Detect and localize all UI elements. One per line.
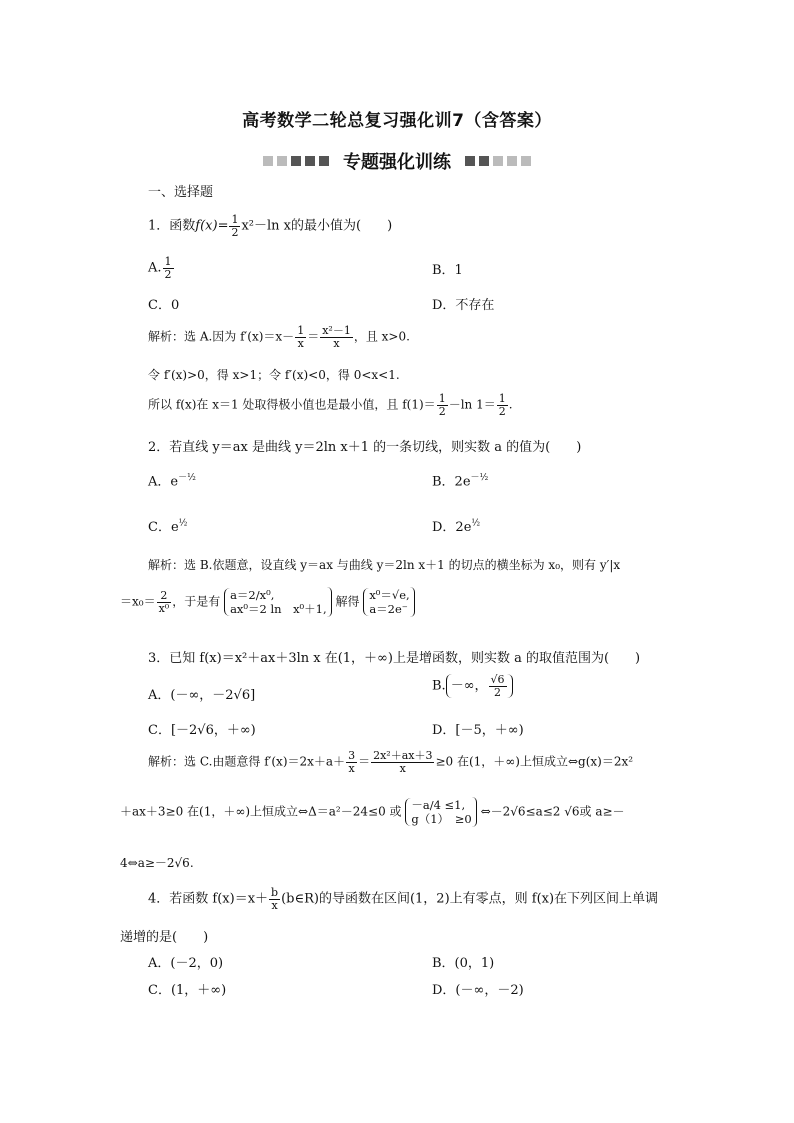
system-line: g（1） ≥0 [411, 812, 472, 826]
banner-square-icon [493, 156, 503, 166]
sol-text: 所以 f(x)在 x＝1 处取得极小值也是最小值，且 f(1)＝ [148, 397, 436, 412]
q3-solution-line1 [148, 750, 633, 774]
equation-solution [363, 588, 409, 617]
q4-option-a: A．(－2，0) [148, 956, 224, 971]
stem-text: 4．若函数 f(x)＝x＋ [148, 891, 269, 907]
q1-solution-line2: 令 f′(x)>0，得 x>1；令 f′(x)<0，得 0<x<1. [148, 368, 400, 382]
option-exponent: ½ [471, 518, 481, 529]
page-title: 高考数学二轮总复习强化训7（含答案） [242, 111, 552, 131]
q1-stem-post: x²－ln x的最小值为( ) [241, 218, 393, 234]
frac-num: x²－1 [322, 324, 351, 337]
q3-solution-line3: 4⇔a≥－2√6. [120, 856, 194, 870]
q1-stem-pre: 1．函数 [148, 218, 196, 234]
system-line: x⁰＝√e, [369, 587, 410, 602]
option-text: A．e [148, 474, 179, 490]
sol-text: ＝x₀＝ [120, 594, 156, 609]
q1-option-a [148, 256, 175, 280]
sol-fraction [320, 325, 353, 349]
frac-den: 2 [164, 267, 172, 281]
frac-num: 1 [164, 255, 172, 268]
q3-option-d: D．[－5，＋∞) [432, 723, 524, 738]
sol-text: ⇔－2√6≤a≤2 √6或 a≥－ [480, 804, 625, 819]
system-line: ax⁰＝2 ln x⁰＋1, [230, 602, 327, 616]
sol-text: . [508, 397, 513, 412]
sol-fraction [497, 393, 508, 417]
option-text: C．e [148, 520, 179, 535]
inequality-system [405, 798, 471, 827]
q3-option-a: A．(－∞，－2√6] [148, 688, 256, 703]
banner-square-icon [291, 156, 301, 166]
q2-option-d [432, 516, 480, 535]
sol-text: －ln 1＝ [448, 397, 496, 412]
frac-den: x [333, 336, 340, 350]
stem-text: (b∈R)的导函数在区间(1，2)上有零点，则 f(x)在下列区间上单调 [281, 891, 659, 907]
frac-num: 2x²＋ax＋3 [373, 749, 433, 762]
sol-fraction [157, 590, 172, 614]
frac-den: x [399, 761, 406, 775]
frac-num: 1 [438, 392, 446, 405]
option-text: D．2e [432, 520, 472, 535]
option-exponent: －½ [178, 473, 196, 483]
sol-text: ＋ax＋3≥0 在(1，＋∞)上恒成立⇔Δ＝a²－24≤0 或 [120, 804, 402, 819]
system-line: a＝2e⁻ [369, 602, 408, 616]
q1-a-fraction [163, 256, 174, 280]
sol-text: ≥0 在(1，＋∞)上恒成立⇔g(x)＝2x² [435, 754, 634, 769]
q2-solution-line2 [120, 587, 415, 617]
sol-text: ＝ [307, 329, 320, 344]
frac-den: x [297, 336, 304, 350]
frac-num: 1 [231, 213, 239, 226]
frac-den: 2 [498, 404, 506, 418]
q4-option-b: B．(0，1) [432, 956, 495, 971]
frac-num: 2 [157, 590, 172, 603]
q4-stem-line2: 递增的是( ) [120, 930, 209, 945]
sol-fraction [371, 750, 434, 774]
frac-num: 1 [498, 392, 506, 405]
interval-bracket [446, 674, 513, 698]
q2-option-b [432, 470, 488, 489]
q4-option-d: D．(－∞，－2) [432, 983, 524, 998]
q1-option-b: B．1 [432, 263, 463, 278]
banner-square-icon [521, 156, 531, 166]
banner-square-icon [507, 156, 517, 166]
q3-option-c: C．[－2√6，＋∞) [148, 723, 256, 738]
system-line: －a/4 ≤1, [411, 797, 466, 812]
option-label: B. [432, 678, 446, 694]
banner-square-icon [263, 156, 273, 166]
banner-square-icon [305, 156, 315, 166]
q1-solution-line1 [148, 325, 410, 349]
banner-square-icon [479, 156, 489, 166]
banner-square-icon [277, 156, 287, 166]
section-banner [0, 148, 794, 174]
q4-stem-line1 [148, 887, 658, 911]
q4-fraction [269, 887, 280, 911]
frac-den: x [271, 898, 278, 912]
frac-num: 1 [297, 324, 305, 337]
q1-stem [148, 214, 392, 238]
banner-square-icon [465, 156, 475, 166]
option-fraction [489, 674, 507, 698]
frac-den: 2 [231, 225, 239, 239]
option-label: A. [148, 260, 162, 276]
q1-fx: f(x)= [195, 218, 229, 234]
q3-stem: 3．已知 f(x)＝x²＋ax＋3ln x 在(1，＋∞)上是增函数，则实数 a 的取值范围为( ) [148, 651, 641, 666]
banner-title: 专题强化训练 [343, 152, 451, 173]
equation-system [224, 588, 327, 617]
banner-square-icon [319, 156, 329, 166]
sol-text: 解得 [335, 594, 360, 609]
q2-solution-line1: 解析：选 B.依题意，设直线 y＝ax 与曲线 y＝2ln x＋1 的切点的横坐标为 x₀，则有 y′|x [148, 558, 621, 572]
frac-num: √6 [490, 673, 505, 686]
sol-text: ，且 x>0. [353, 329, 410, 344]
sol-fraction [346, 750, 357, 774]
sol-text: 解析：选 C.由题意得 f′(x)＝2x＋a＋ [148, 754, 346, 769]
sol-text: ＝ [358, 754, 371, 769]
sol-fraction [437, 393, 448, 417]
q2-stem: 2．若直线 y＝ax 是曲线 y＝2ln x＋1 的一条切线，则实数 a 的值为( ) [148, 440, 582, 455]
q4-option-c: C．(1，＋∞) [148, 983, 227, 998]
q2-option-a [148, 470, 196, 489]
q3-option-b [432, 674, 513, 698]
frac-num: b [271, 886, 279, 899]
sol-fraction [295, 325, 306, 349]
frac-den: 2 [494, 685, 502, 699]
sol-text: 解析：选 A.因为 f′(x)＝x－ [148, 329, 295, 344]
q1-option-c: C．0 [148, 298, 180, 313]
q1-option-d: D．不存在 [432, 298, 495, 313]
option-text: B．2e [432, 474, 471, 490]
frac-den: x⁰ [158, 601, 170, 615]
q3-solution-line2 [120, 797, 625, 827]
frac-den: 2 [438, 404, 446, 418]
q1-half-fraction [229, 214, 240, 238]
section-heading: 一、选择题 [148, 185, 214, 200]
sol-text: ，于是有 [172, 594, 221, 609]
option-exponent: ½ [178, 518, 188, 529]
q2-option-c [148, 516, 187, 535]
q1-solution-line3 [148, 393, 513, 417]
frac-den: x [348, 761, 355, 775]
frac-num: 3 [348, 749, 356, 762]
system-line: a＝2/x⁰, [230, 587, 275, 602]
option-text: －∞， [450, 678, 488, 694]
option-exponent: －½ [470, 473, 489, 483]
